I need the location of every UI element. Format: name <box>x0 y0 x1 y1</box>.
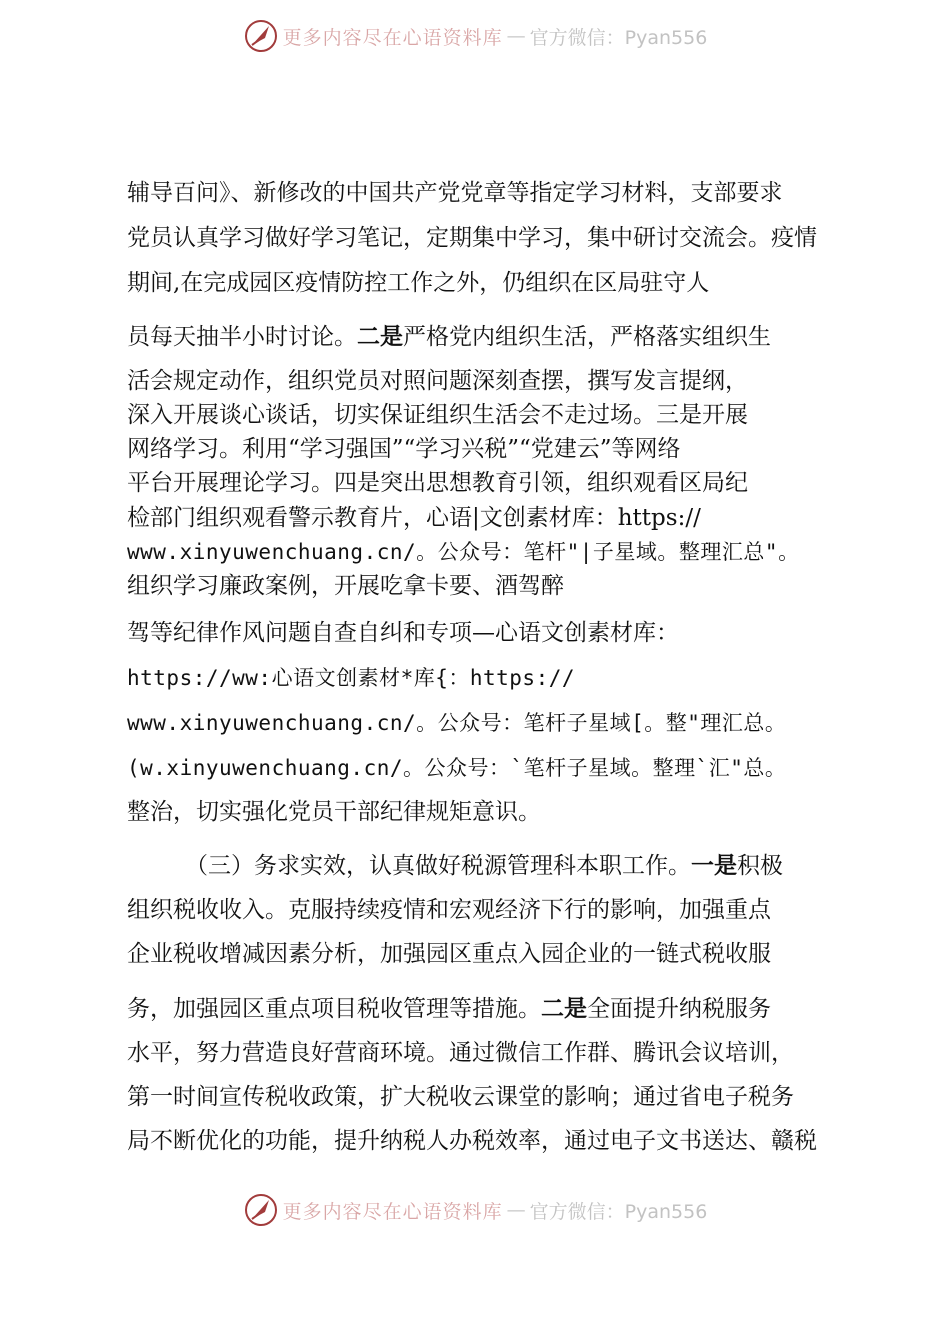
body-line: https://ww:心语文创素材*库{：https:// <box>127 666 576 690</box>
body-line: 水平，努力营造良好营商环境。通过微信工作群、腾讯会议培训， <box>127 1040 794 1066</box>
header-wechat: 官方微信：Pyan556 <box>529 26 708 49</box>
line-suffix: 全面提升纳税服务 <box>587 996 771 1022</box>
bold-marker: 二是 <box>541 996 587 1022</box>
footer-text: 更多内容尽在心语资料库 <box>282 1200 503 1223</box>
footer-wechat: 官方微信：Pyan556 <box>529 1200 708 1223</box>
body-line: 平台开展理论学习。四是突出思想教育引领，组织观看区局纪 <box>127 470 748 496</box>
line-prefix: （三）务求实效，认真做好税源管理科本职工作。 <box>185 853 691 879</box>
bold-marker: 一是 <box>691 853 737 879</box>
body-line: 局不断优化的功能，提升纳税人办税效率，通过电子文书送达、赣税 <box>127 1128 817 1154</box>
body-line <box>185 851 783 881</box>
footer-banner <box>0 1188 950 1232</box>
line-prefix: 务，加强园区重点项目税收管理等措施。 <box>127 996 541 1022</box>
body-line <box>127 994 771 1024</box>
body-line: 深入开展谈心谈话，切实保证组织生活会不走过场。三是开展 <box>127 402 748 428</box>
body-line: 整治，切实强化党员干部纪律规矩意识。 <box>127 799 541 825</box>
body-line: www.xinyuwenchuang.cn/。公众号：笔杆子星域[。整"理汇总。 <box>127 711 787 735</box>
body-line: 检部门组织观看警示教育片，心语|文创素材库：https:// <box>127 505 701 531</box>
body-line <box>127 322 771 352</box>
header-separator: — <box>506 25 526 47</box>
body-line: 组织税收收入。克服持续疫情和宏观经济下行的影响，加强重点 <box>127 897 771 923</box>
body-line: 活会规定动作，组织党员对照问题深刻查摆，撰写发言提纲， <box>127 368 748 394</box>
body-line: 企业税收增减因素分析，加强园区重点入园企业的一链式税收服 <box>127 941 771 967</box>
body-line: 组织学习廉政案例，开展吃拿卡要、酒驾醉 <box>127 573 564 599</box>
line-suffix: 积极 <box>737 853 783 879</box>
body-line: 期间,在完成园区疫情防控工作之外，仍组织在区局驻守人 <box>127 270 710 296</box>
body-line: 驾等纪律作风问题自查自纠和专项—心语文创素材库： <box>127 620 679 646</box>
bold-marker: 二是 <box>357 324 403 350</box>
body-line: www.xinyuwenchuang.cn/。公众号：笔杆"|子星域。整理汇总"。 <box>127 540 800 564</box>
quill-logo-icon <box>243 1192 279 1228</box>
header-text: 更多内容尽在心语资料库 <box>282 26 503 49</box>
line-prefix: 员每天抽半小时讨论。 <box>127 324 357 350</box>
body-line: (w.xinyuwenchuang.cn/。公众号：`笔杆子星域。整理`汇"总。 <box>127 756 787 780</box>
line-suffix: 严格党内组织生活，严格落实组织生 <box>403 324 771 350</box>
body-line: 辅导百问》、新修改的中国共产党党章等指定学习材料，支部要求 <box>127 180 783 206</box>
footer-separator: — <box>506 1199 526 1221</box>
body-line: 党员认真学习做好学习笔记，定期集中学习，集中研讨交流会。疫情 <box>127 225 817 251</box>
body-line: 网络学习。利用“学习强国”“学习兴税”“党建云”等网络 <box>127 436 681 462</box>
body-line: 第一时间宣传税收政策，扩大税收云课堂的影响；通过省电子税务 <box>127 1084 794 1110</box>
